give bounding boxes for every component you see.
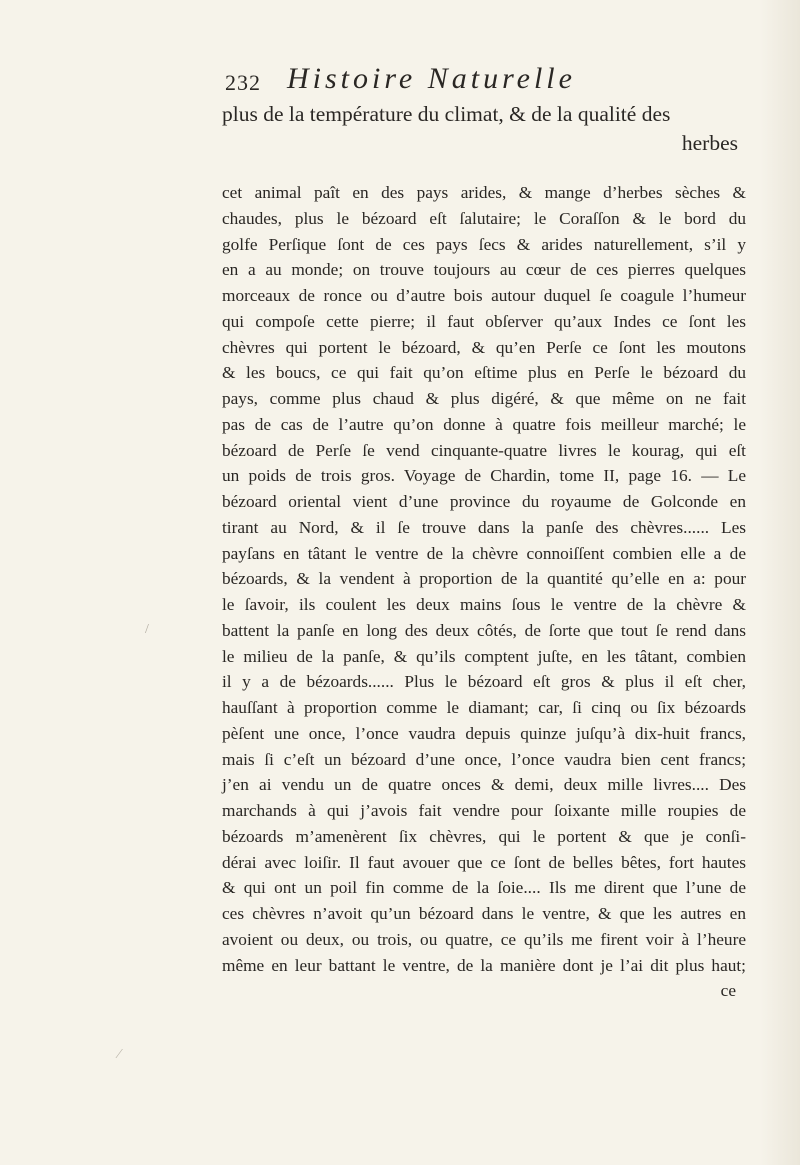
margin-pencil-mark: ⁄ xyxy=(118,1047,121,1062)
text-line: le milieu de la panſe, & qu’ils comptent juſte, en les tâtant, combien xyxy=(222,646,746,666)
text-line: pèſent une once, l’once vaudra depuis quinze juſqu’à dix-huit francs, xyxy=(222,723,746,743)
text-line: qui compoſe cette pierre; il faut obſerver qu’aux Indes ce ſont les xyxy=(222,311,746,331)
text-line: ces chèvres n’avoit qu’un bézoard dans le ventre, & que les autres en xyxy=(222,904,746,923)
text-line: dérai avec loiſir. Il faut avouer que ce ſont de belles bêtes, fort hautes xyxy=(222,852,746,872)
text-line: cet animal paît en des pays arides, & mange d’herbes sèches & xyxy=(222,183,746,202)
text-line: bézoards, & la vendent à proportion de la quantité qu’elle en a: pour xyxy=(222,569,746,589)
text-line: marchands à qui j’avois fait vendre pour ſoixante mille roupies de xyxy=(222,801,746,820)
text-line: un poids de trois gros. Voyage de Chardin, tome II, page 16. — Le xyxy=(222,466,746,486)
running-title: Histoire Naturelle xyxy=(287,62,576,95)
margin-pencil-mark: / xyxy=(145,622,149,637)
intro-line: plus de la température du climat, & de la qualité des xyxy=(222,102,671,126)
text-line: même en leur battant le ventre, de la manière dont je l’ai dit plus haut; xyxy=(222,955,746,975)
text-line: bézoard oriental vient d’une province du royaume de Golconde en xyxy=(222,492,746,511)
intro-catchword: herbes xyxy=(681,131,738,155)
intro-text xyxy=(222,100,746,158)
text-line: le ſavoir, ils coulent les deux mains ſous le ventre de la chèvre & xyxy=(222,595,746,614)
text-line: il y a de bézoards...... Plus le bézoard eſt gros & plus il eſt cher, xyxy=(222,672,746,692)
text-line: bézoards m’amenèrent ſix chèvres, qui le portent & que je conſi- xyxy=(222,826,746,846)
text-line: avoient ou deux, ou trois, ou quatre, ce qu’ils me firent voir à l’heure xyxy=(222,929,746,949)
text-line: bézoard de Perſe ſe vend cinquante-quatre livres le kourag, qui eſt xyxy=(222,440,746,460)
text-line: hauſſant à proportion comme le diamant; car, ſi cinq ou ſix bézoards xyxy=(222,698,746,717)
text-line: en a au monde; on trouve toujours au cœur de ces pierres quelques xyxy=(222,260,746,280)
body-text xyxy=(222,180,746,1004)
text-line: pays, comme plus chaud & plus digéré, & que même on ne fait xyxy=(222,389,746,408)
text-line: payſans en tâtant le ventre de la chèvre connoiſſent combien elle a de xyxy=(222,543,746,563)
text-line: chèvres qui portent le bézoard, & qu’en Perſe ce ſont les moutons xyxy=(222,337,746,357)
page-edge-shadow xyxy=(760,0,800,1165)
text-line: pas de cas de l’autre qu’on donne à quatre fois meilleur marché; le xyxy=(222,414,746,434)
catchword: ce xyxy=(720,981,736,1001)
page-number: 232 xyxy=(225,70,261,95)
text-line: battent la panſe en long des deux côtés, de ſorte que tout ſe rend dans xyxy=(222,620,746,640)
running-header xyxy=(225,62,745,98)
text-line: chaudes, plus le bézoard eſt ſalutaire; le Coraſſon & le bord du xyxy=(222,208,746,228)
text-line: j’en ai vendu un de quatre onces & demi, deux mille livres.... Des xyxy=(222,775,746,795)
text-line: & qui ont un poil fin comme de la ſoie.... Ils me dirent que l’une de xyxy=(222,878,746,898)
text-line: mais ſi c’eſt un bézoard d’une once, l’once vaudra bien cent francs; xyxy=(222,749,746,769)
text-line: morceaux de ronce ou d’autre bois autour duquel ſe coagule l’humeur xyxy=(222,286,746,305)
text-line: golfe Perſique ſont de ces pays ſecs & arides naturellement, s’il y xyxy=(222,234,746,254)
text-line: & les boucs, ce qui fait qu’on eſtime plus en Perſe le bézoard du xyxy=(222,363,746,383)
text-line: tirant au Nord, & il ſe trouve dans la panſe des chèvres...... Les xyxy=(222,517,746,537)
